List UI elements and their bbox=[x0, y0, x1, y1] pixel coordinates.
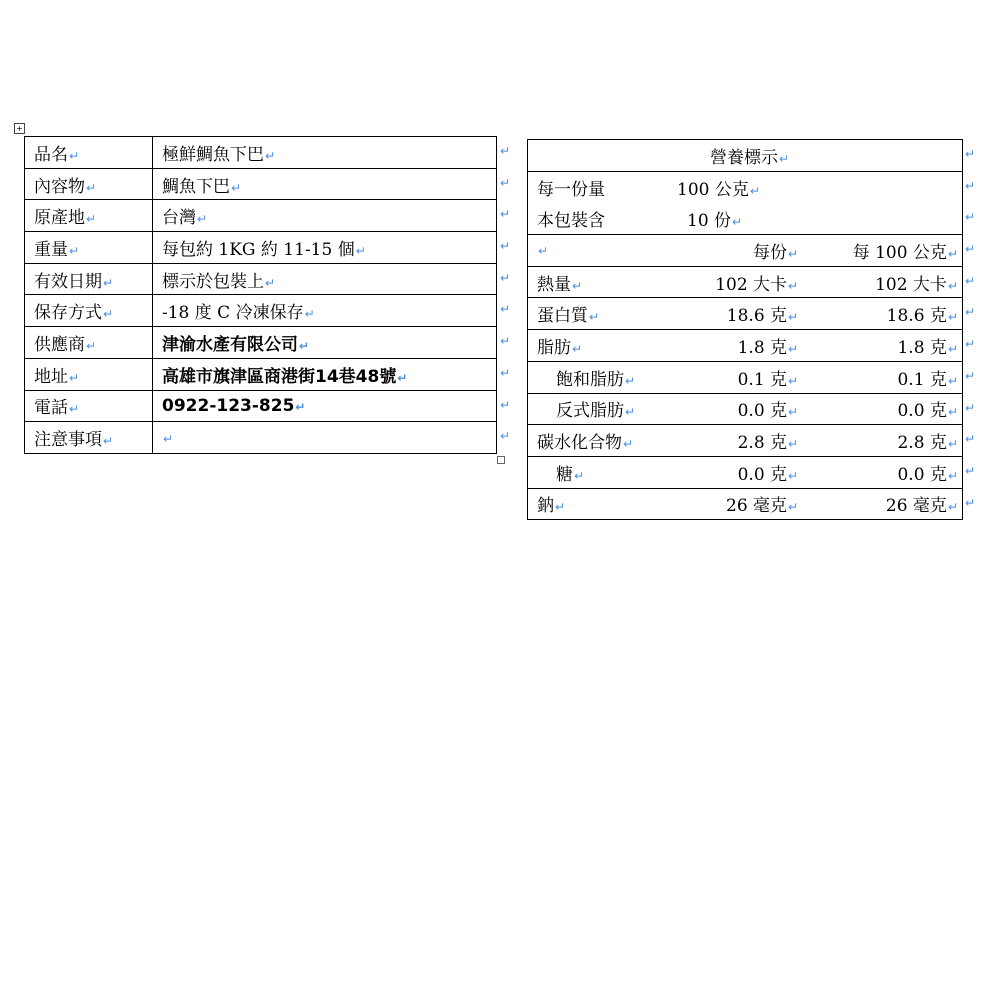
servings-row: 本包裝含 10 份↵ bbox=[528, 203, 963, 235]
nutrient-per-100g: 1.8 克↵ bbox=[802, 330, 962, 362]
product-field-label: 有效日期↵ bbox=[25, 263, 153, 295]
product-field-label: 注意事項↵ bbox=[25, 422, 153, 454]
nutrient-per-100g: 0.1 克↵ bbox=[802, 361, 962, 393]
row-end-mark: ↵ bbox=[500, 302, 511, 317]
product-row bbox=[25, 327, 497, 359]
nutrition-header-row: ↵ 每份↵ 每 100 公克↵ bbox=[528, 235, 963, 267]
row-end-mark: ↵ bbox=[965, 210, 976, 225]
nutrient-label: 飽和脂肪↵ bbox=[528, 361, 673, 393]
product-row bbox=[25, 358, 497, 390]
nutrient-per-serving: 18.6 克↵ bbox=[673, 298, 802, 330]
row-end-mark: ↵ bbox=[965, 305, 976, 320]
row-end-mark: ↵ bbox=[965, 147, 976, 161]
row-end-mark: ↵ bbox=[965, 495, 976, 510]
servings-label: 本包裝含 bbox=[537, 210, 605, 231]
nutrient-label: 鈉↵ bbox=[528, 488, 673, 520]
nutrient-per-100g: 18.6 克↵ bbox=[802, 298, 962, 330]
col-per-serving: 每份↵ bbox=[673, 235, 802, 267]
row-end-marks bbox=[499, 136, 510, 453]
product-row bbox=[25, 137, 497, 169]
product-field-label: 內容物↵ bbox=[25, 168, 153, 200]
table-move-handle-icon[interactable]: + bbox=[14, 123, 25, 134]
serving-size-row: 每一份量 100 公克↵ bbox=[528, 171, 963, 203]
row-end-mark: ↵ bbox=[500, 144, 511, 158]
row-end-marks-right bbox=[964, 139, 975, 519]
product-row bbox=[25, 232, 497, 264]
nutrient-label: 糖↵ bbox=[528, 456, 673, 488]
nutrient-label: 熱量↵ bbox=[528, 266, 673, 298]
product-field-value: ↵ bbox=[153, 422, 497, 454]
nutrient-row bbox=[528, 425, 963, 457]
product-field-value: -18 度 C 冷凍保存↵ bbox=[153, 295, 497, 327]
nutrition-title: 營養標示↵ bbox=[528, 140, 963, 172]
nutrition-title-row bbox=[528, 140, 963, 172]
product-field-value: 每包約 1KG 約 11-15 個↵ bbox=[153, 232, 497, 264]
nutrient-per-serving: 2.8 克↵ bbox=[673, 425, 802, 457]
product-field-label: 重量↵ bbox=[25, 232, 153, 264]
row-end-mark: ↵ bbox=[965, 242, 976, 257]
nutrient-row bbox=[528, 393, 963, 425]
product-field-value: 台灣↵ bbox=[153, 200, 497, 232]
nutrient-per-100g: 102 大卡↵ bbox=[802, 266, 962, 298]
nutrient-row bbox=[528, 298, 963, 330]
product-field-label: 電話↵ bbox=[25, 390, 153, 422]
nutrient-per-serving: 102 大卡↵ bbox=[673, 266, 802, 298]
col-per-100g: 每 100 公克↵ bbox=[802, 235, 962, 267]
product-row bbox=[25, 295, 497, 327]
product-field-value: 標示於包裝上↵ bbox=[153, 263, 497, 295]
row-end-mark: ↵ bbox=[500, 429, 511, 444]
nutrient-per-serving: 0.0 克↵ bbox=[673, 393, 802, 425]
nutrient-label: 脂肪↵ bbox=[528, 330, 673, 362]
nutrient-per-serving: 26 毫克↵ bbox=[673, 488, 802, 520]
row-end-mark: ↵ bbox=[965, 432, 976, 447]
product-field-label: 地址↵ bbox=[25, 358, 153, 390]
product-field-value: 0922-123-825↵ bbox=[153, 390, 497, 422]
row-end-mark: ↵ bbox=[500, 334, 511, 349]
nutrient-row bbox=[528, 330, 963, 362]
serving-size-value: 100 公克 bbox=[677, 179, 749, 200]
product-info-table bbox=[24, 136, 497, 454]
row-end-mark: ↵ bbox=[500, 175, 511, 190]
product-row bbox=[25, 263, 497, 295]
nutrient-per-100g: 2.8 克↵ bbox=[802, 425, 962, 457]
nutrient-per-100g: 26 毫克↵ bbox=[802, 488, 962, 520]
table-resize-handle-icon[interactable] bbox=[497, 456, 505, 464]
nutrient-per-serving: 0.0 克↵ bbox=[673, 456, 802, 488]
nutrient-row bbox=[528, 361, 963, 393]
product-field-label: 保存方式↵ bbox=[25, 295, 153, 327]
row-end-mark: ↵ bbox=[500, 270, 511, 285]
nutrient-per-serving: 1.8 克↵ bbox=[673, 330, 802, 362]
row-end-mark: ↵ bbox=[965, 400, 976, 415]
product-field-value: 極鮮鯛魚下巴↵ bbox=[153, 137, 497, 169]
row-end-mark: ↵ bbox=[500, 397, 511, 412]
servings-value: 10 份 bbox=[687, 210, 732, 231]
nutrient-per-100g: 0.0 克↵ bbox=[802, 393, 962, 425]
row-end-mark: ↵ bbox=[500, 239, 511, 254]
nutrient-per-100g: 0.0 克↵ bbox=[802, 456, 962, 488]
nutrient-row bbox=[528, 266, 963, 298]
nutrient-label: 碳水化合物↵ bbox=[528, 425, 673, 457]
nutrient-row bbox=[528, 488, 963, 520]
serving-size-label: 每一份量 bbox=[537, 179, 605, 200]
product-field-value: 鯛魚下巴↵ bbox=[153, 168, 497, 200]
row-end-mark: ↵ bbox=[965, 368, 976, 383]
product-field-value: 高雄市旗津區商港街14巷48號↵ bbox=[153, 358, 497, 390]
product-row bbox=[25, 422, 497, 454]
row-end-mark: ↵ bbox=[965, 463, 976, 478]
row-end-mark: ↵ bbox=[965, 337, 976, 352]
row-end-mark: ↵ bbox=[965, 273, 976, 288]
row-end-mark: ↵ bbox=[500, 365, 511, 380]
product-row bbox=[25, 200, 497, 232]
product-field-label: 原產地↵ bbox=[25, 200, 153, 232]
product-row bbox=[25, 168, 497, 200]
nutrition-table bbox=[527, 139, 963, 520]
product-field-value: 津渝水產有限公司↵ bbox=[153, 327, 497, 359]
row-end-mark: ↵ bbox=[965, 178, 976, 193]
product-row bbox=[25, 390, 497, 422]
nutrient-per-serving: 0.1 克↵ bbox=[673, 361, 802, 393]
nutrient-row bbox=[528, 456, 963, 488]
product-field-label: 品名↵ bbox=[25, 137, 153, 169]
nutrient-label: 反式脂肪↵ bbox=[528, 393, 673, 425]
product-field-label: 供應商↵ bbox=[25, 327, 153, 359]
row-end-mark: ↵ bbox=[500, 207, 511, 222]
nutrient-label: 蛋白質↵ bbox=[528, 298, 673, 330]
